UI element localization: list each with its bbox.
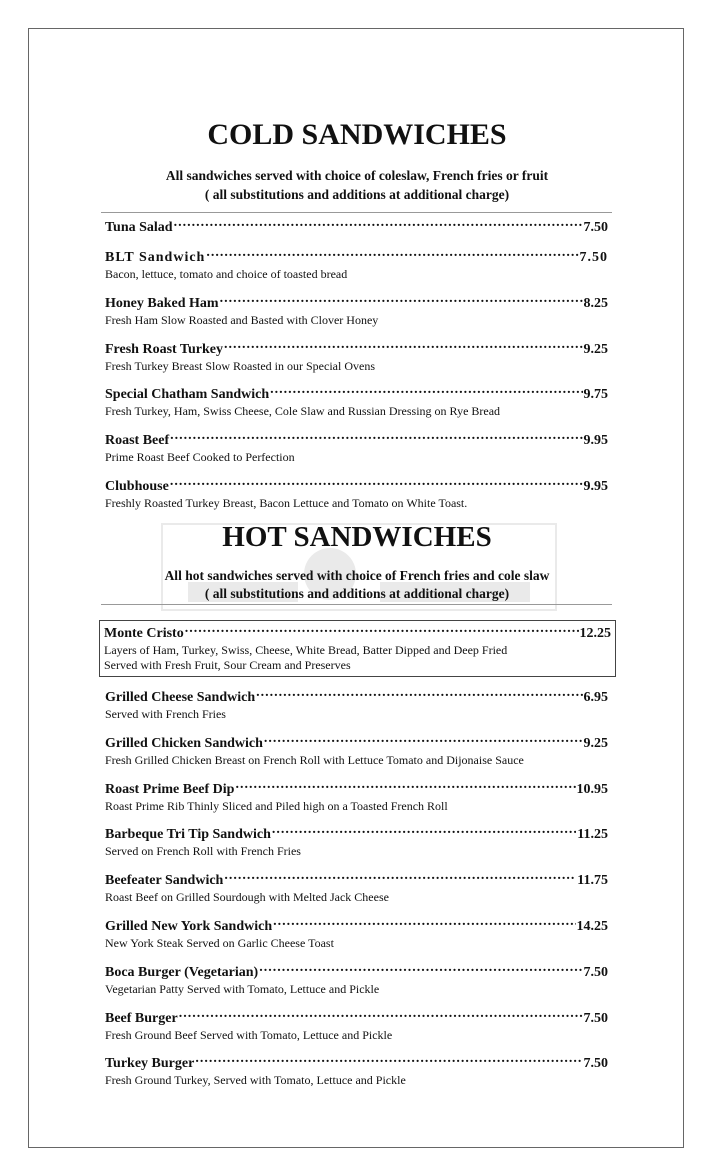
item-price: 7.50	[583, 1011, 608, 1026]
item-name: Tuna Salad	[105, 220, 173, 235]
item-name: Roast Prime Beef Dip	[105, 782, 235, 797]
item-name: Grilled Cheese Sandwich	[105, 690, 256, 705]
item-name: Barbeque Tri Tip Sandwich	[105, 827, 271, 842]
item-price: 9.25	[583, 342, 608, 357]
cold-sandwiches-substitutions-note: ( all substitutions and additions at additional charge)	[204, 187, 510, 202]
menu-item-roast-beef	[105, 430, 608, 465]
item-name: Beef Burger	[105, 1011, 178, 1026]
item-name: Clubhouse	[105, 479, 169, 494]
item-name: Honey Baked Ham	[105, 296, 219, 311]
cold-divider	[101, 212, 612, 213]
item-price: 7.50	[583, 1056, 608, 1071]
menu-item-grilled-cheese-sandwich	[105, 687, 608, 722]
menu-item-monte-cristo	[99, 620, 616, 677]
dot-leader	[170, 476, 583, 490]
item-description: Fresh Grilled Chicken Breast on French Roll with Lettuce Tomato and Dijonaise Sauce	[105, 753, 524, 767]
item-price: 7.50	[583, 220, 608, 235]
item-description: Served on French Roll with French Fries	[105, 844, 301, 858]
item-price: 12.25	[579, 626, 611, 641]
item-name: Boca Burger (Vegetarian)	[105, 965, 259, 980]
item-name: Fresh Roast Turkey	[105, 342, 223, 357]
menu-item-beef-burger	[105, 1008, 608, 1043]
item-price: 11.25	[577, 827, 608, 842]
item-price: 11.75	[577, 873, 608, 888]
menu-item-clubhouse	[105, 476, 608, 511]
item-price: 10.95	[576, 782, 608, 797]
menu-item-barbeque-tri-tip-sandwich	[105, 824, 608, 859]
item-description: Roast Prime Rib Thinly Sliced and Piled high on a Toasted French Roll	[105, 799, 448, 813]
menu-item-tuna-salad	[105, 217, 608, 237]
hot-sandwiches-substitutions-note: ( all substitutions and additions at additional charge)	[204, 586, 510, 601]
menu-item-blt-sandwich	[105, 247, 608, 282]
dot-leader	[272, 824, 576, 838]
item-price: 9.95	[583, 479, 608, 494]
item-description: Fresh Ground Turkey, Served with Tomato, Lettuce and Pickle	[105, 1073, 406, 1087]
menu-item-beefeater-sandwich	[105, 870, 608, 905]
menu-item-special-chatham-sandwich	[105, 384, 608, 419]
item-price: 9.75	[583, 387, 608, 402]
item-description: Freshly Roasted Turkey Breast, Bacon Lettuce and Tomato on White Toast.	[105, 496, 468, 510]
hot-divider	[101, 604, 612, 605]
menu-item-boca-burger	[105, 962, 608, 997]
dot-leader	[259, 962, 582, 976]
dot-leader	[174, 217, 583, 231]
item-price: 9.95	[583, 433, 608, 448]
dot-leader	[264, 733, 583, 747]
dot-leader	[224, 339, 583, 353]
item-name: Roast Beef	[105, 433, 170, 448]
item-description: Fresh Ham Slow Roasted and Basted with Clover Honey	[105, 313, 379, 327]
hot-sandwiches-note: All hot sandwiches served with choice of French fries and cole slaw	[164, 568, 550, 583]
item-price: 14.25	[576, 919, 608, 934]
dot-leader	[224, 870, 576, 884]
item-name: Grilled New York Sandwich	[105, 919, 273, 934]
item-name: Grilled Chicken Sandwich	[105, 736, 263, 751]
item-description: Vegetarian Patty Served with Tomato, Lettuce and Pickle	[105, 982, 380, 996]
item-description: Fresh Turkey Breast Slow Roasted in our Special Ovens	[105, 359, 375, 373]
item-description: Fresh Ground Beef Served with Tomato, Lettuce and Pickle	[105, 1028, 393, 1042]
item-name: Special Chatham Sandwich	[105, 387, 270, 402]
dot-leader	[195, 1053, 582, 1067]
menu-item-grilled-new-york-sandwich	[105, 916, 608, 951]
item-description: Roast Beef on Grilled Sourdough with Melted Jack Cheese	[105, 890, 389, 904]
menu-item-roast-prime-beef-dip	[105, 779, 608, 814]
dot-leader	[235, 779, 575, 793]
item-name: Beefeater Sandwich	[105, 873, 224, 888]
item-description: Layers of Ham, Turkey, Swiss, Cheese, White Bread, Batter Dipped and Deep Fried	[104, 643, 508, 657]
item-price: 7.50	[583, 965, 608, 980]
dot-leader	[273, 916, 575, 930]
item-description: Served with French Fries	[105, 707, 226, 721]
item-description: Prime Roast Beef Cooked to Perfection	[105, 450, 295, 464]
dot-leader	[170, 430, 582, 444]
item-name: Turkey Burger	[105, 1056, 195, 1071]
hot-sandwiches-title: HOT SANDWICHES	[222, 521, 492, 553]
item-description: Fresh Turkey, Ham, Swiss Cheese, Cole Slaw and Russian Dressing on Rye Bread	[105, 404, 501, 418]
item-description: New York Steak Served on Garlic Cheese Toast	[105, 936, 334, 950]
dot-leader	[220, 293, 583, 307]
cold-sandwiches-title: COLD SANDWICHES	[207, 118, 507, 151]
item-price: 6.95	[583, 690, 608, 705]
item-name: BLT Sandwich	[105, 250, 206, 265]
menu-item-honey-baked-ham	[105, 293, 608, 328]
dot-leader	[270, 384, 582, 398]
item-description-line-2: Served with Fresh Fruit, Sour Cream and Preserves	[104, 658, 351, 672]
menu-item-turkey-burger	[105, 1053, 608, 1088]
dot-leader	[256, 687, 582, 701]
dot-leader	[179, 1008, 583, 1022]
menu-item-grilled-chicken-sandwich	[105, 733, 608, 768]
menu-item-fresh-roast-turkey	[105, 339, 608, 374]
item-price: 9.25	[583, 736, 608, 751]
dot-leader	[185, 623, 579, 637]
dot-leader	[206, 247, 578, 261]
item-price: 8.25	[583, 296, 608, 311]
item-price: 7.50	[579, 250, 608, 265]
item-name: Monte Cristo	[104, 626, 184, 641]
item-description: Bacon, lettuce, tomato and choice of toasted bread	[105, 267, 348, 281]
cold-sandwiches-note: All sandwiches served with choice of coleslaw, French fries or fruit	[165, 168, 549, 183]
